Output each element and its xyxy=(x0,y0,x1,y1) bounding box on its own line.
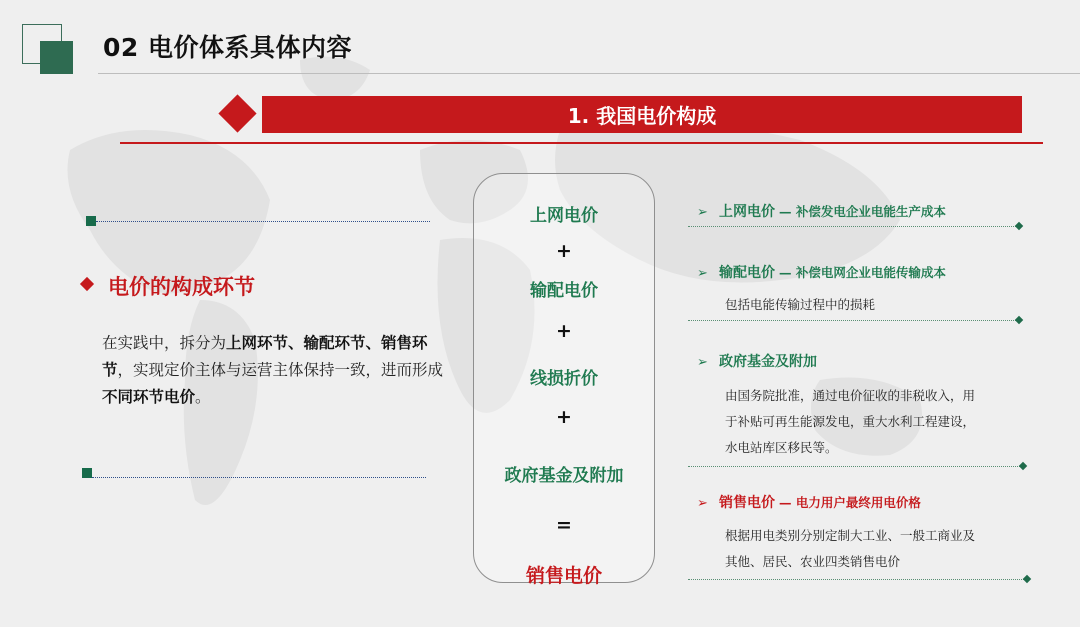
left-top-dotted-rule xyxy=(96,221,430,222)
left-desc-bold-2: 不同环节电价 xyxy=(102,388,196,406)
left-top-square-icon xyxy=(86,216,96,226)
formula-plus-2: + xyxy=(556,320,572,342)
section-title-bar xyxy=(262,96,1022,133)
formula-box xyxy=(473,173,655,587)
right-item-desc-line: 于补贴可再生能源发电，重大水利工程建设， xyxy=(725,414,976,429)
left-desc-bold-1: 上网环节、输配环节、销售环节 xyxy=(102,334,428,379)
section-divider xyxy=(120,142,1043,144)
formula-equals: = xyxy=(556,514,572,536)
formula-plus-1: + xyxy=(556,240,572,262)
right-item-rule xyxy=(688,320,1016,321)
arrow-icon: ➢ xyxy=(697,205,708,220)
formula-item-fund-surcharge: 政府基金及附加 xyxy=(504,466,624,486)
right-item-desc-line: 其他、居民、农业四类销售电价 xyxy=(725,554,901,569)
left-desc-text-2: ，实现定价主体与运营主体保持一致，进而形成 xyxy=(117,361,444,379)
right-item-desc-line: 由国务院批准，通过电价征收的非税收入，用 xyxy=(725,388,976,403)
left-heading: 电价的构成环节 xyxy=(108,275,255,299)
formula-result-sales-price: 销售电价 xyxy=(525,565,602,587)
right-item-grid-price-heading xyxy=(697,201,946,221)
right-item-rule xyxy=(688,226,1016,227)
formula-item-transmission-price: 输配电价 xyxy=(530,281,598,301)
formula-item-grid-price: 上网电价 xyxy=(530,206,598,226)
left-description xyxy=(102,330,447,411)
right-item-desc-line: 包括电能传输过程中的损耗 xyxy=(725,297,876,312)
formula-item-line-loss-price: 线损折价 xyxy=(530,369,598,389)
arrow-icon: ➢ xyxy=(697,355,708,370)
right-item-desc-line: 根据用电类别分别定制大工业、一般工商业及 xyxy=(725,528,976,543)
right-item-desc-line: 水电站库区移民等。 xyxy=(725,440,838,455)
right-item-subtitle: — 电力用户最终用电价格 xyxy=(779,495,921,510)
right-item-subtitle: — 补偿电网企业电能传输成本 xyxy=(779,265,946,280)
corner-decoration-fill xyxy=(40,41,73,74)
left-bottom-square-icon xyxy=(82,468,92,478)
right-item-title: 政府基金及附加 xyxy=(719,354,817,370)
arrow-icon: ➢ xyxy=(697,266,708,281)
right-item-title: 销售电价 xyxy=(719,495,775,511)
title-divider xyxy=(98,73,1080,74)
left-desc-text-1: 在实践中，拆分为 xyxy=(102,334,227,352)
right-item-rule xyxy=(688,466,1020,467)
formula-plus-3: + xyxy=(556,406,572,428)
right-item-title: 上网电价 xyxy=(719,204,775,220)
section-title: 1. 我国电价构成 xyxy=(567,104,717,128)
page-title: 02 电价体系具体内容 xyxy=(103,33,352,62)
right-item-transmission-heading xyxy=(697,262,946,282)
arrow-icon: ➢ xyxy=(697,496,708,511)
right-item-rule xyxy=(688,579,1024,580)
right-item-title: 输配电价 xyxy=(719,265,775,281)
right-item-subtitle: — 补偿发电企业电能生产成本 xyxy=(779,204,946,219)
left-bottom-dotted-rule xyxy=(92,477,426,478)
left-desc-text-3: 。 xyxy=(195,388,211,406)
right-item-fund-heading xyxy=(697,351,817,371)
right-item-sales-heading xyxy=(697,492,921,512)
